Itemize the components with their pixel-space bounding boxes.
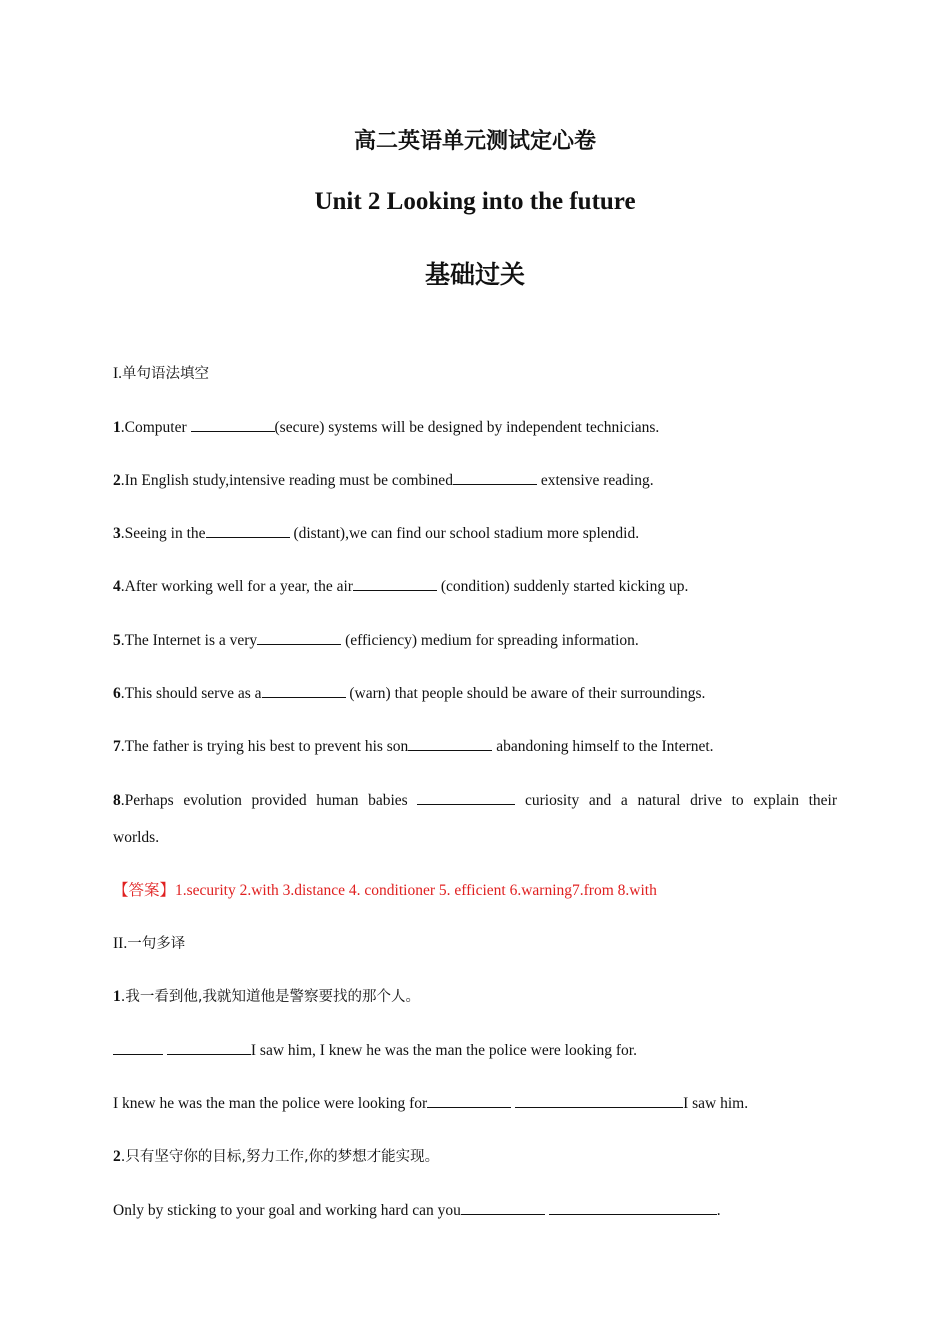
question-4: 4.After working well for a year, the air (condition) suddenly started kicking up. xyxy=(113,578,689,595)
question-8-continuation: worlds. xyxy=(113,829,160,846)
question-2: 2.In English study,intensive reading must be combined extensive reading. xyxy=(113,472,654,489)
document-title-cn: 高二英语单元测试定心卷 xyxy=(353,129,596,154)
translation-1-line-1: I saw him, I knew he was the man the police were looking for. xyxy=(113,1040,837,1062)
answer-blank[interactable] xyxy=(427,1093,511,1108)
answer-blank[interactable] xyxy=(262,683,346,698)
section2-heading: II.一句多译 xyxy=(113,935,186,952)
question-3: 3.Seeing in the (distant),we can find our school stadium more splendid. xyxy=(113,525,640,542)
question-1: 1.Computer (secure) systems will be designed by independent technicians. xyxy=(113,419,660,436)
answer-blank[interactable] xyxy=(515,1093,683,1108)
answer-blank[interactable] xyxy=(206,523,290,538)
translation-1-prompt: 1.我一看到他,我就知道他是警察要找的那个人。 xyxy=(113,988,420,1005)
answer-blank[interactable] xyxy=(549,1200,717,1215)
translation-1-line-2: I knew he was the man the police were looking for I saw him. xyxy=(113,1095,749,1112)
unit-title: Unit 2 Looking into the future xyxy=(314,188,636,215)
question-7: 7.The father is trying his best to prevent his son abandoning himself to the Internet. xyxy=(113,738,714,755)
question-5: 5.The Internet is a very (efficiency) medium for spreading information. xyxy=(113,632,639,649)
answer-blank[interactable] xyxy=(191,417,275,432)
answer-blank[interactable] xyxy=(353,576,437,591)
question-8: 8.Perhaps evolution provided human babies curiosity and a natural drive to explain their xyxy=(113,792,837,809)
answer-blank[interactable] xyxy=(408,736,492,751)
answer-blank[interactable] xyxy=(461,1200,545,1215)
translation-2-line-1: Only by sticking to your goal and working hard can you . xyxy=(113,1202,721,1219)
section1-heading: I.单句语法填空 xyxy=(113,365,210,382)
section-subtitle: 基础过关 xyxy=(424,260,525,289)
answer-key: 【答案】1.security 2.with 3.distance 4. conditioner 5. efficient 6.warning7.from 8.with xyxy=(113,882,657,899)
translation-2-prompt: 2.只有坚守你的目标,努力工作,你的梦想才能实现。 xyxy=(113,1148,440,1165)
answer-blank[interactable] xyxy=(453,470,537,485)
answer-blank[interactable] xyxy=(257,630,341,645)
question-6: 6.This should serve as a (warn) that people should be aware of their surroundings. xyxy=(113,685,706,702)
answer-blank[interactable] xyxy=(417,790,515,805)
answer-blank[interactable] xyxy=(167,1040,251,1055)
answer-blank[interactable] xyxy=(113,1040,163,1055)
